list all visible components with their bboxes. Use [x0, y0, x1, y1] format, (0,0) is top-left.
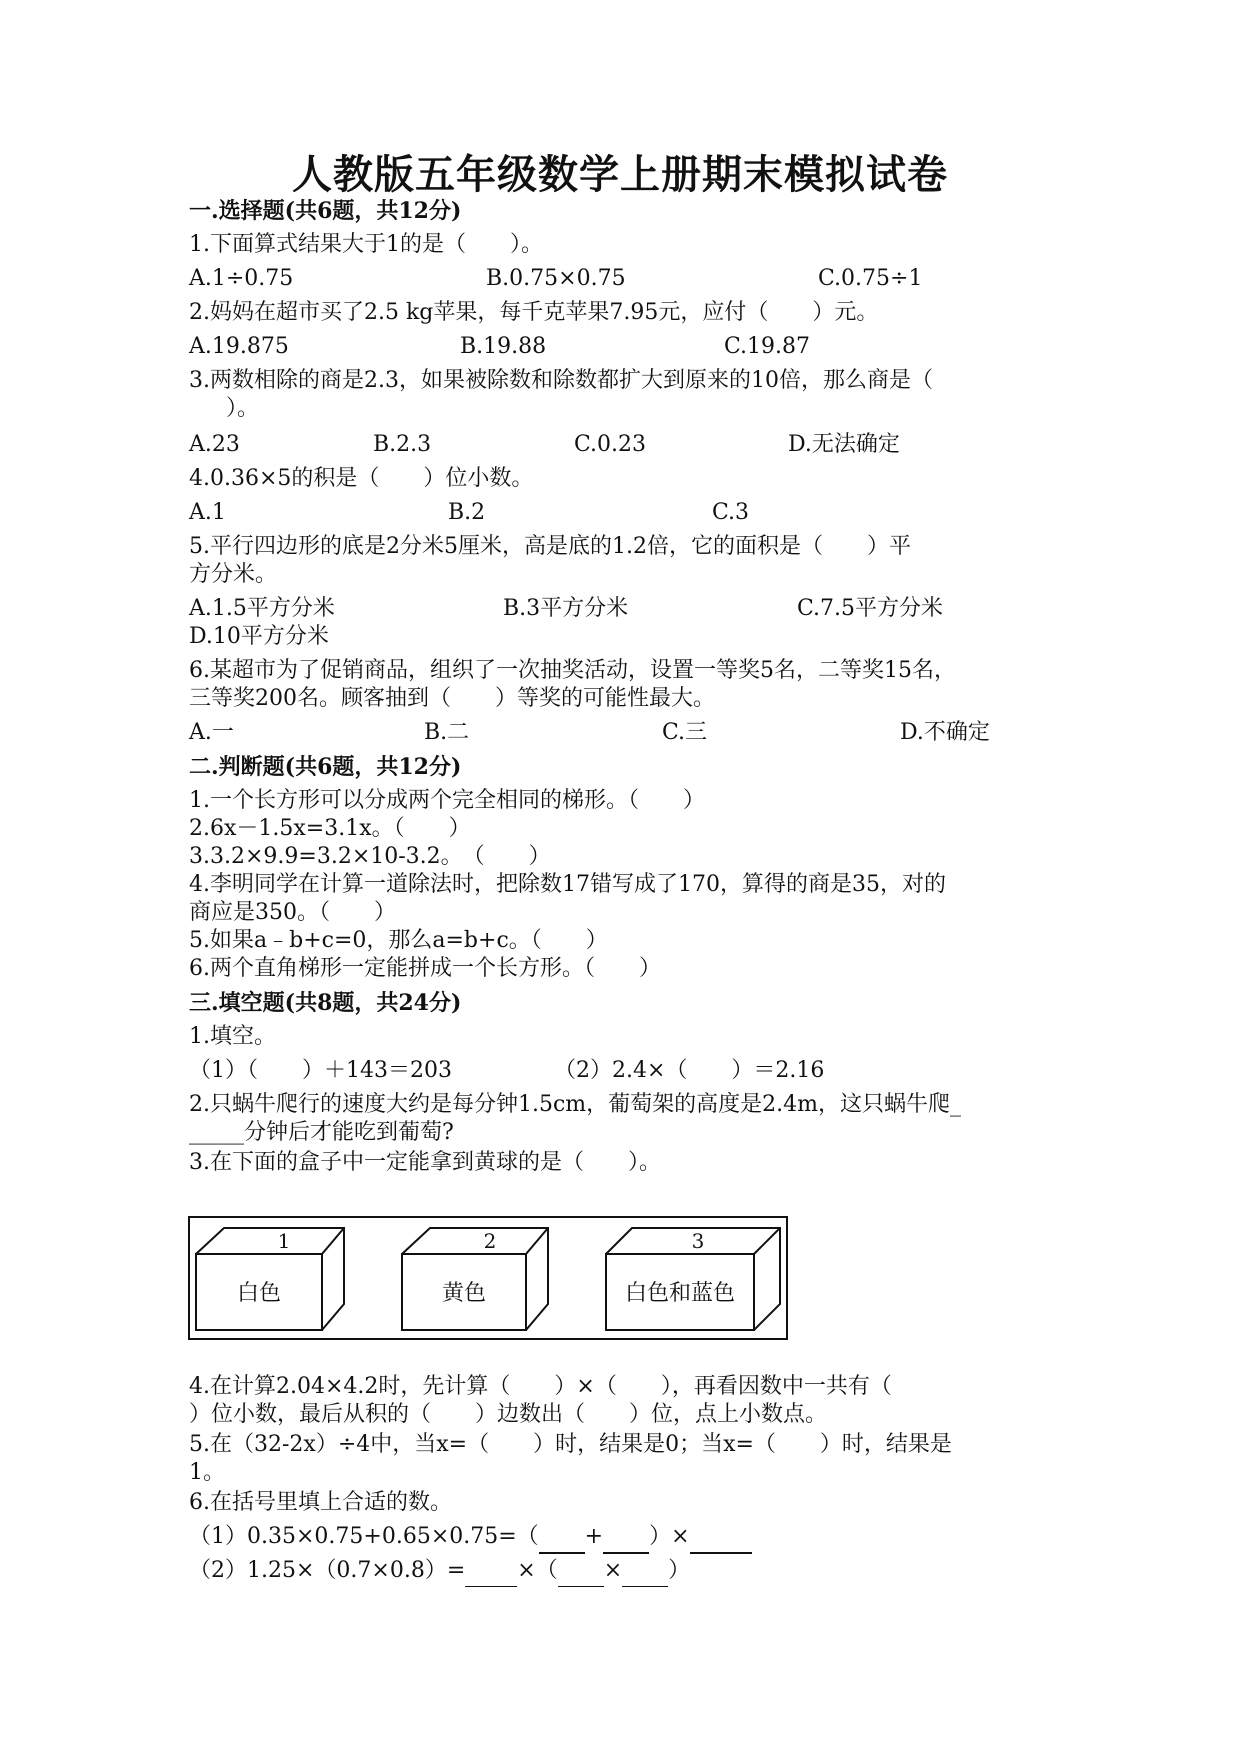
- sub-question: （2）2.4×（ ）＝2.16: [554, 1058, 825, 1083]
- blank-line: [558, 1556, 604, 1587]
- question-text: 4.李明同学在计算一道除法时，把除数17错写成了170，算得的商是35，对的: [189, 872, 946, 897]
- option: C.3: [712, 500, 750, 525]
- sub-question-text: ×（: [517, 1558, 558, 1583]
- option: C.0.75÷1: [818, 266, 923, 291]
- question-text: 5.如果a﹣b+c=0，那么a=b+c。（ ）: [189, 928, 608, 953]
- box-label: 黄色: [441, 1281, 487, 1306]
- question-text-cont: 方分米。: [189, 562, 278, 587]
- section-heading-judge: 二.判断题(共6题，共12分): [189, 754, 462, 780]
- question-text: 3.在下面的盒子中一定能拿到黄球的是（ ）。: [189, 1150, 661, 1175]
- blank-line: [622, 1556, 668, 1587]
- option: D.无法确定: [788, 432, 900, 457]
- box-number: 3: [691, 1229, 705, 1253]
- sub-question-text: ）: [668, 1558, 691, 1583]
- page-title: 人教版五年级数学上册期末模拟试卷: [292, 151, 948, 198]
- option: B.二: [424, 720, 470, 745]
- option: A.19.875: [189, 334, 289, 359]
- blank-line: [603, 1522, 649, 1554]
- question-text: 2.妈妈在超市买了2.5 kg苹果，每千克苹果7.95元，应付（ ）元。: [189, 300, 879, 325]
- plus-sign: +: [584, 1524, 604, 1549]
- sub-question-text: ）×: [649, 1524, 690, 1549]
- question-text: 6.两个直角梯形一定能拼成一个长方形。（ ）: [189, 956, 661, 981]
- section-heading-choice: 一.选择题(共6题，共12分): [189, 198, 462, 224]
- option: B.19.88: [460, 334, 547, 359]
- question-text: 1.下面算式结果大于1的是（ ）。: [189, 232, 543, 257]
- option: A.1÷0.75: [189, 266, 294, 291]
- sub-question-text: （2）1.25×（0.7×0.8）=: [189, 1558, 466, 1583]
- question-text: 3.3.2×9.9=3.2×10-3.2。 （ ）: [189, 844, 551, 869]
- box-number: 1: [277, 1229, 291, 1253]
- box-label: 白色和蓝色: [624, 1281, 736, 1306]
- option: A.一: [189, 720, 234, 745]
- option: A.1: [189, 500, 226, 525]
- question-text: 5.平行四边形的底是2分米5厘米，高是底的1.2倍，它的面积是（ ）平: [189, 534, 911, 559]
- question-text: 4.0.36×5的积是（ ）位小数。: [189, 466, 534, 491]
- option: D.10平方分米: [189, 624, 329, 649]
- sub-question-2: [189, 1556, 690, 1587]
- option: B.2.3: [373, 432, 432, 457]
- question-text: 2.6x－1.5x=3.1x。（ ）: [189, 816, 471, 841]
- question-text: 3.两数相除的商是2.3，如果被除数和除数都扩大到原来的10倍，那么商是（: [189, 368, 933, 393]
- question-text-cont: 三等奖200名。顾客抽到（ ）等奖的可能性最大。: [189, 686, 715, 711]
- question-text-cont: 商应是350。（ ）: [189, 900, 396, 925]
- sub-question-text: （1）0.35×0.75+0.65×0.75=（: [189, 1524, 539, 1549]
- question-text: 4.在计算2.04×4.2时，先计算（ ）×（ ），再看因数中一共有（: [189, 1374, 892, 1399]
- question-text-cont: ）位小数，最后从积的（ ）边数出（ ）位，点上小数点。: [189, 1402, 828, 1427]
- sub-question-text: ×: [603, 1558, 623, 1583]
- blank-line: [690, 1522, 752, 1554]
- option: C.7.5平方分米: [797, 596, 944, 621]
- option: C.19.87: [724, 334, 811, 359]
- question-text: 6.在括号里填上合适的数。: [189, 1490, 452, 1515]
- option: D.不确定: [900, 720, 990, 745]
- sub-question: （1）（ ）＋143＝203: [189, 1058, 452, 1083]
- boxes-figure: [188, 1216, 788, 1340]
- option: B.2: [448, 500, 486, 525]
- option: C.0.23: [574, 432, 647, 457]
- question-text: 1.填空。: [189, 1024, 276, 1049]
- question-text-cont: ）。: [226, 396, 260, 421]
- question-text-cont: 1。: [189, 1460, 225, 1485]
- option: B.3平方分米: [503, 596, 629, 621]
- question-text: 1.一个长方形可以分成两个完全相同的梯形。（ ）: [189, 788, 705, 813]
- question-text: 6.某超市为了促销商品，组织了一次抽奖活动，设置一等奖5名，二等奖15名，: [189, 658, 956, 683]
- box-label: 白色: [236, 1281, 282, 1306]
- question-text: 5.在（32-2x）÷4中，当x=（ ）时，结果是0；当x=（ ）时，结果是: [189, 1432, 952, 1457]
- box-number: 2: [483, 1229, 497, 1253]
- option: B.0.75×0.75: [486, 266, 626, 291]
- option: C.三: [662, 720, 708, 745]
- question-text-cont: _____分钟后才能吃到葡萄?: [189, 1120, 454, 1145]
- blank-line: [465, 1556, 517, 1587]
- question-text: 2.只蜗牛爬行的速度大约是每分钟1.5cm，葡萄架的高度是2.4m，这只蜗牛爬_: [189, 1092, 962, 1117]
- option: A.1.5平方分米: [189, 596, 335, 621]
- sub-question-1: [189, 1522, 752, 1554]
- section-heading-fill: 三.填空题(共8题，共24分): [189, 990, 462, 1016]
- option: A.23: [189, 432, 240, 457]
- blank-line: [539, 1522, 585, 1554]
